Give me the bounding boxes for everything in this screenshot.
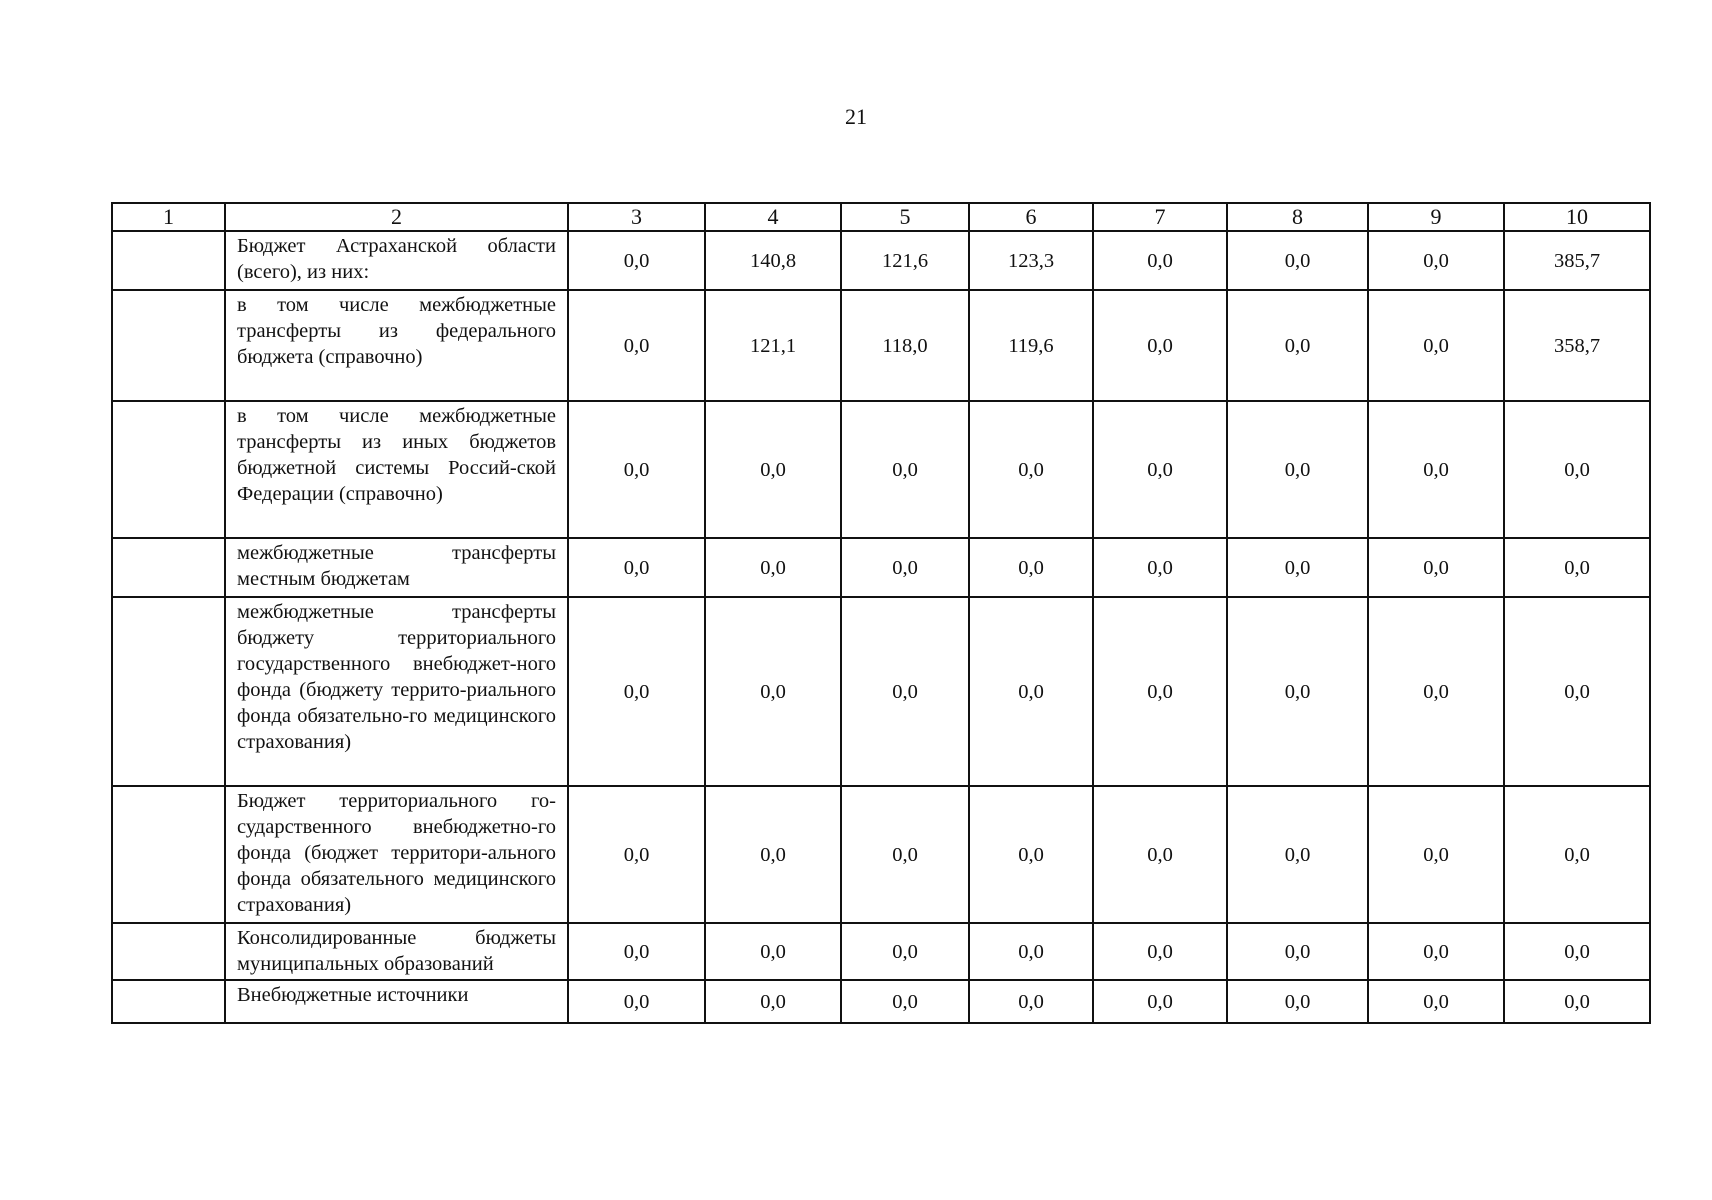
value-cell: 0,0 (1093, 786, 1227, 923)
row-label: в том числе межбюджетные трансферты из иных бюджетов бюджетной системы Россий-ской Федерации (справочно) (225, 401, 568, 538)
value-cell: 0,0 (1504, 923, 1650, 980)
value-cell: 0,0 (1227, 231, 1368, 290)
column-number: 9 (1368, 203, 1504, 231)
value-cell: 123,3 (969, 231, 1093, 290)
row-number-cell (112, 923, 225, 980)
value-cell: 118,0 (841, 290, 969, 401)
value-cell: 0,0 (969, 538, 1093, 597)
value-cell: 0,0 (1504, 401, 1650, 538)
row-number-cell (112, 231, 225, 290)
value-cell: 0,0 (969, 980, 1093, 1023)
value-cell: 0,0 (705, 923, 841, 980)
row-label: в том числе межбюджетные трансферты из федерального бюджета (справочно) (225, 290, 568, 401)
value-cell: 0,0 (1093, 231, 1227, 290)
value-cell: 0,0 (1093, 401, 1227, 538)
table-row (112, 538, 1650, 597)
value-cell: 0,0 (568, 290, 705, 401)
value-cell: 0,0 (705, 786, 841, 923)
column-number: 7 (1093, 203, 1227, 231)
value-cell: 0,0 (841, 980, 969, 1023)
table-row (112, 597, 1650, 786)
value-cell: 0,0 (705, 538, 841, 597)
value-cell: 0,0 (1227, 401, 1368, 538)
value-cell: 0,0 (568, 786, 705, 923)
row-number-cell (112, 401, 225, 538)
value-cell: 0,0 (1093, 923, 1227, 980)
table-row (112, 231, 1650, 290)
value-cell: 0,0 (841, 923, 969, 980)
value-cell: 385,7 (1504, 231, 1650, 290)
column-number: 5 (841, 203, 969, 231)
column-number: 1 (112, 203, 225, 231)
column-number: 10 (1504, 203, 1650, 231)
value-cell: 0,0 (1368, 401, 1504, 538)
row-number-cell (112, 290, 225, 401)
value-cell: 0,0 (1093, 538, 1227, 597)
value-cell: 0,0 (1368, 538, 1504, 597)
value-cell: 0,0 (1368, 923, 1504, 980)
row-label: Бюджет территориального го-сударственного внебюджетно-го фонда (бюджет территори-ального фонда обязательного медицинского страхования) (225, 786, 568, 923)
page-number: 21 (845, 104, 867, 129)
value-cell: 0,0 (1368, 597, 1504, 786)
value-cell: 0,0 (568, 231, 705, 290)
value-cell: 0,0 (969, 597, 1093, 786)
row-label: межбюджетные трансферты бюджету территориального государственного внебюджет-ного фонда (бюджету террито-риального фонда обязательно-го медицинского страхования) (225, 597, 568, 786)
table-row (112, 980, 1650, 1023)
budget-table (111, 202, 1651, 1024)
value-cell: 119,6 (969, 290, 1093, 401)
value-cell: 0,0 (1504, 980, 1650, 1023)
column-number: 4 (705, 203, 841, 231)
value-cell: 121,6 (841, 231, 969, 290)
value-cell: 0,0 (1504, 597, 1650, 786)
value-cell: 0,0 (1227, 597, 1368, 786)
row-number-cell (112, 538, 225, 597)
value-cell: 0,0 (568, 980, 705, 1023)
row-number-cell (112, 597, 225, 786)
row-label: межбюджетные трансферты местным бюджетам (225, 538, 568, 597)
value-cell: 0,0 (1093, 290, 1227, 401)
column-number: 2 (225, 203, 568, 231)
value-cell: 0,0 (1227, 290, 1368, 401)
table-row (112, 401, 1650, 538)
table-row (112, 786, 1650, 923)
value-cell: 0,0 (1093, 597, 1227, 786)
value-cell: 0,0 (1504, 538, 1650, 597)
value-cell: 0,0 (969, 401, 1093, 538)
value-cell: 0,0 (705, 597, 841, 786)
value-cell: 0,0 (1368, 786, 1504, 923)
value-cell: 0,0 (1227, 923, 1368, 980)
table-header-row (112, 203, 1650, 231)
value-cell: 0,0 (1227, 980, 1368, 1023)
value-cell: 0,0 (705, 401, 841, 538)
value-cell: 0,0 (1504, 786, 1650, 923)
table-row (112, 290, 1650, 401)
value-cell: 0,0 (568, 923, 705, 980)
row-label: Консолидированные бюджеты муниципальных образований (225, 923, 568, 980)
value-cell: 0,0 (568, 597, 705, 786)
value-cell: 121,1 (705, 290, 841, 401)
value-cell: 0,0 (1368, 290, 1504, 401)
column-number: 8 (1227, 203, 1368, 231)
row-number-cell (112, 980, 225, 1023)
row-label: Бюджет Астраханской области (всего), из них: (225, 231, 568, 290)
value-cell: 0,0 (1227, 538, 1368, 597)
value-cell: 0,0 (1093, 980, 1227, 1023)
value-cell: 0,0 (969, 786, 1093, 923)
value-cell: 140,8 (705, 231, 841, 290)
value-cell: 0,0 (841, 786, 969, 923)
column-number: 6 (969, 203, 1093, 231)
value-cell: 0,0 (1368, 980, 1504, 1023)
value-cell: 358,7 (1504, 290, 1650, 401)
value-cell: 0,0 (841, 597, 969, 786)
value-cell: 0,0 (568, 401, 705, 538)
column-number: 3 (568, 203, 705, 231)
value-cell: 0,0 (1227, 786, 1368, 923)
row-number-cell (112, 786, 225, 923)
row-label: Внебюджетные источники (225, 980, 568, 1023)
value-cell: 0,0 (705, 980, 841, 1023)
value-cell: 0,0 (969, 923, 1093, 980)
value-cell: 0,0 (841, 538, 969, 597)
value-cell: 0,0 (568, 538, 705, 597)
value-cell: 0,0 (841, 401, 969, 538)
value-cell: 0,0 (1368, 231, 1504, 290)
table-row (112, 923, 1650, 980)
